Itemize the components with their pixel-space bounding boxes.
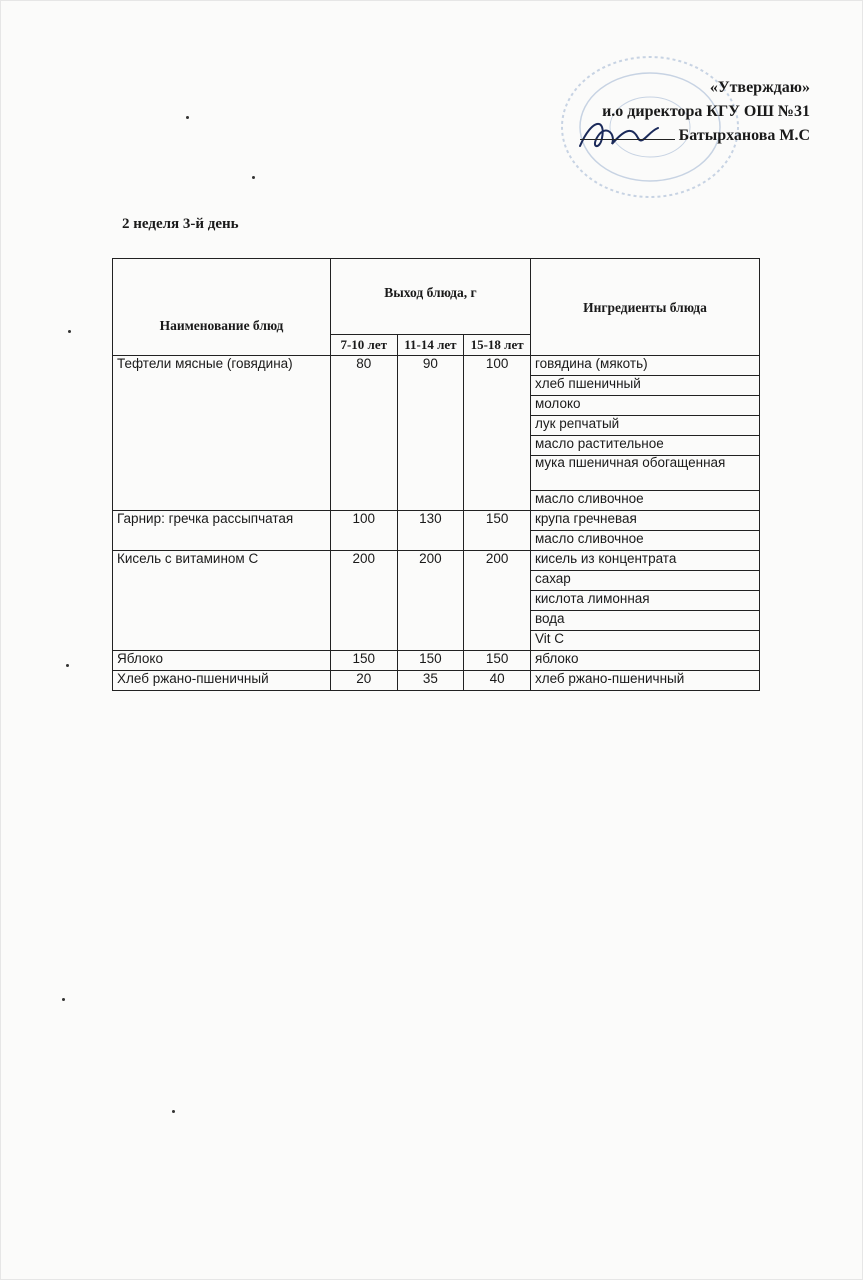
approval-position: и.о директора КГУ ОШ №31 bbox=[602, 103, 810, 120]
yield-value: 200 bbox=[330, 551, 397, 651]
yield-value: 20 bbox=[330, 671, 397, 691]
yield-value: 90 bbox=[397, 356, 464, 511]
ingredient: вода bbox=[530, 611, 759, 631]
scan-speck bbox=[68, 330, 71, 333]
ingredient: масло растительное bbox=[530, 436, 759, 456]
yield-value: 150 bbox=[397, 651, 464, 671]
scan-speck bbox=[66, 664, 69, 667]
yield-value: 200 bbox=[397, 551, 464, 651]
dish-name: Кисель с витамином С bbox=[113, 551, 331, 651]
ingredient: мука пшеничная обогащенная bbox=[530, 456, 759, 491]
dish-name: Хлеб ржано-пшеничный bbox=[113, 671, 331, 691]
signature-line bbox=[580, 125, 675, 140]
header-dish-name: Наименование блюд bbox=[113, 259, 331, 356]
ingredient: кисель из концентрата bbox=[530, 551, 759, 571]
yield-value: 150 bbox=[464, 511, 531, 551]
yield-value: 150 bbox=[330, 651, 397, 671]
dish-name: Гарнир: гречка рассыпчатая bbox=[113, 511, 331, 551]
ingredient: масло сливочное bbox=[530, 531, 759, 551]
scan-speck bbox=[252, 176, 255, 179]
ingredient: масло сливочное bbox=[530, 491, 759, 511]
header-yield: Выход блюда, г bbox=[330, 259, 530, 335]
yield-value: 200 bbox=[464, 551, 531, 651]
yield-value: 150 bbox=[464, 651, 531, 671]
ingredient: хлеб пшеничный bbox=[530, 376, 759, 396]
menu-table bbox=[112, 258, 760, 691]
table-row bbox=[113, 356, 760, 376]
ingredient: говядина (мякоть) bbox=[530, 356, 759, 376]
approval-block bbox=[545, 76, 810, 148]
table-row bbox=[113, 511, 760, 531]
header-age-7-10: 7-10 лет bbox=[330, 335, 397, 356]
ingredient: лук репчатый bbox=[530, 416, 759, 436]
ingredient: яблоко bbox=[530, 651, 759, 671]
scan-speck bbox=[172, 1110, 175, 1113]
dish-name: Яблоко bbox=[113, 651, 331, 671]
yield-value: 80 bbox=[330, 356, 397, 511]
header-age-11-14: 11-14 лет bbox=[397, 335, 464, 356]
approval-heading: «Утверждаю» bbox=[709, 79, 810, 96]
ingredient: молоко bbox=[530, 396, 759, 416]
table-row bbox=[113, 651, 760, 671]
scan-speck bbox=[62, 998, 65, 1001]
header-age-15-18: 15-18 лет bbox=[464, 335, 531, 356]
approval-signatory bbox=[545, 124, 810, 148]
ingredient: хлеб ржано-пшеничный bbox=[530, 671, 759, 691]
yield-value: 35 bbox=[397, 671, 464, 691]
ingredient: сахар bbox=[530, 571, 759, 591]
ingredient: кислота лимонная bbox=[530, 591, 759, 611]
table-row bbox=[113, 551, 760, 571]
yield-value: 100 bbox=[464, 356, 531, 511]
ingredient: крупа гречневая bbox=[530, 511, 759, 531]
dish-name: Тефтели мясные (говядина) bbox=[113, 356, 331, 511]
approval-name: Батырханова М.С bbox=[678, 127, 810, 144]
page-title: 2 неделя 3-й день bbox=[122, 216, 239, 232]
yield-value: 40 bbox=[464, 671, 531, 691]
header-ingredients: Ингредиенты блюда bbox=[530, 259, 759, 356]
scan-speck bbox=[186, 116, 189, 119]
yield-value: 130 bbox=[397, 511, 464, 551]
yield-value: 100 bbox=[330, 511, 397, 551]
table-row bbox=[113, 671, 760, 691]
ingredient: Vit C bbox=[530, 631, 759, 651]
